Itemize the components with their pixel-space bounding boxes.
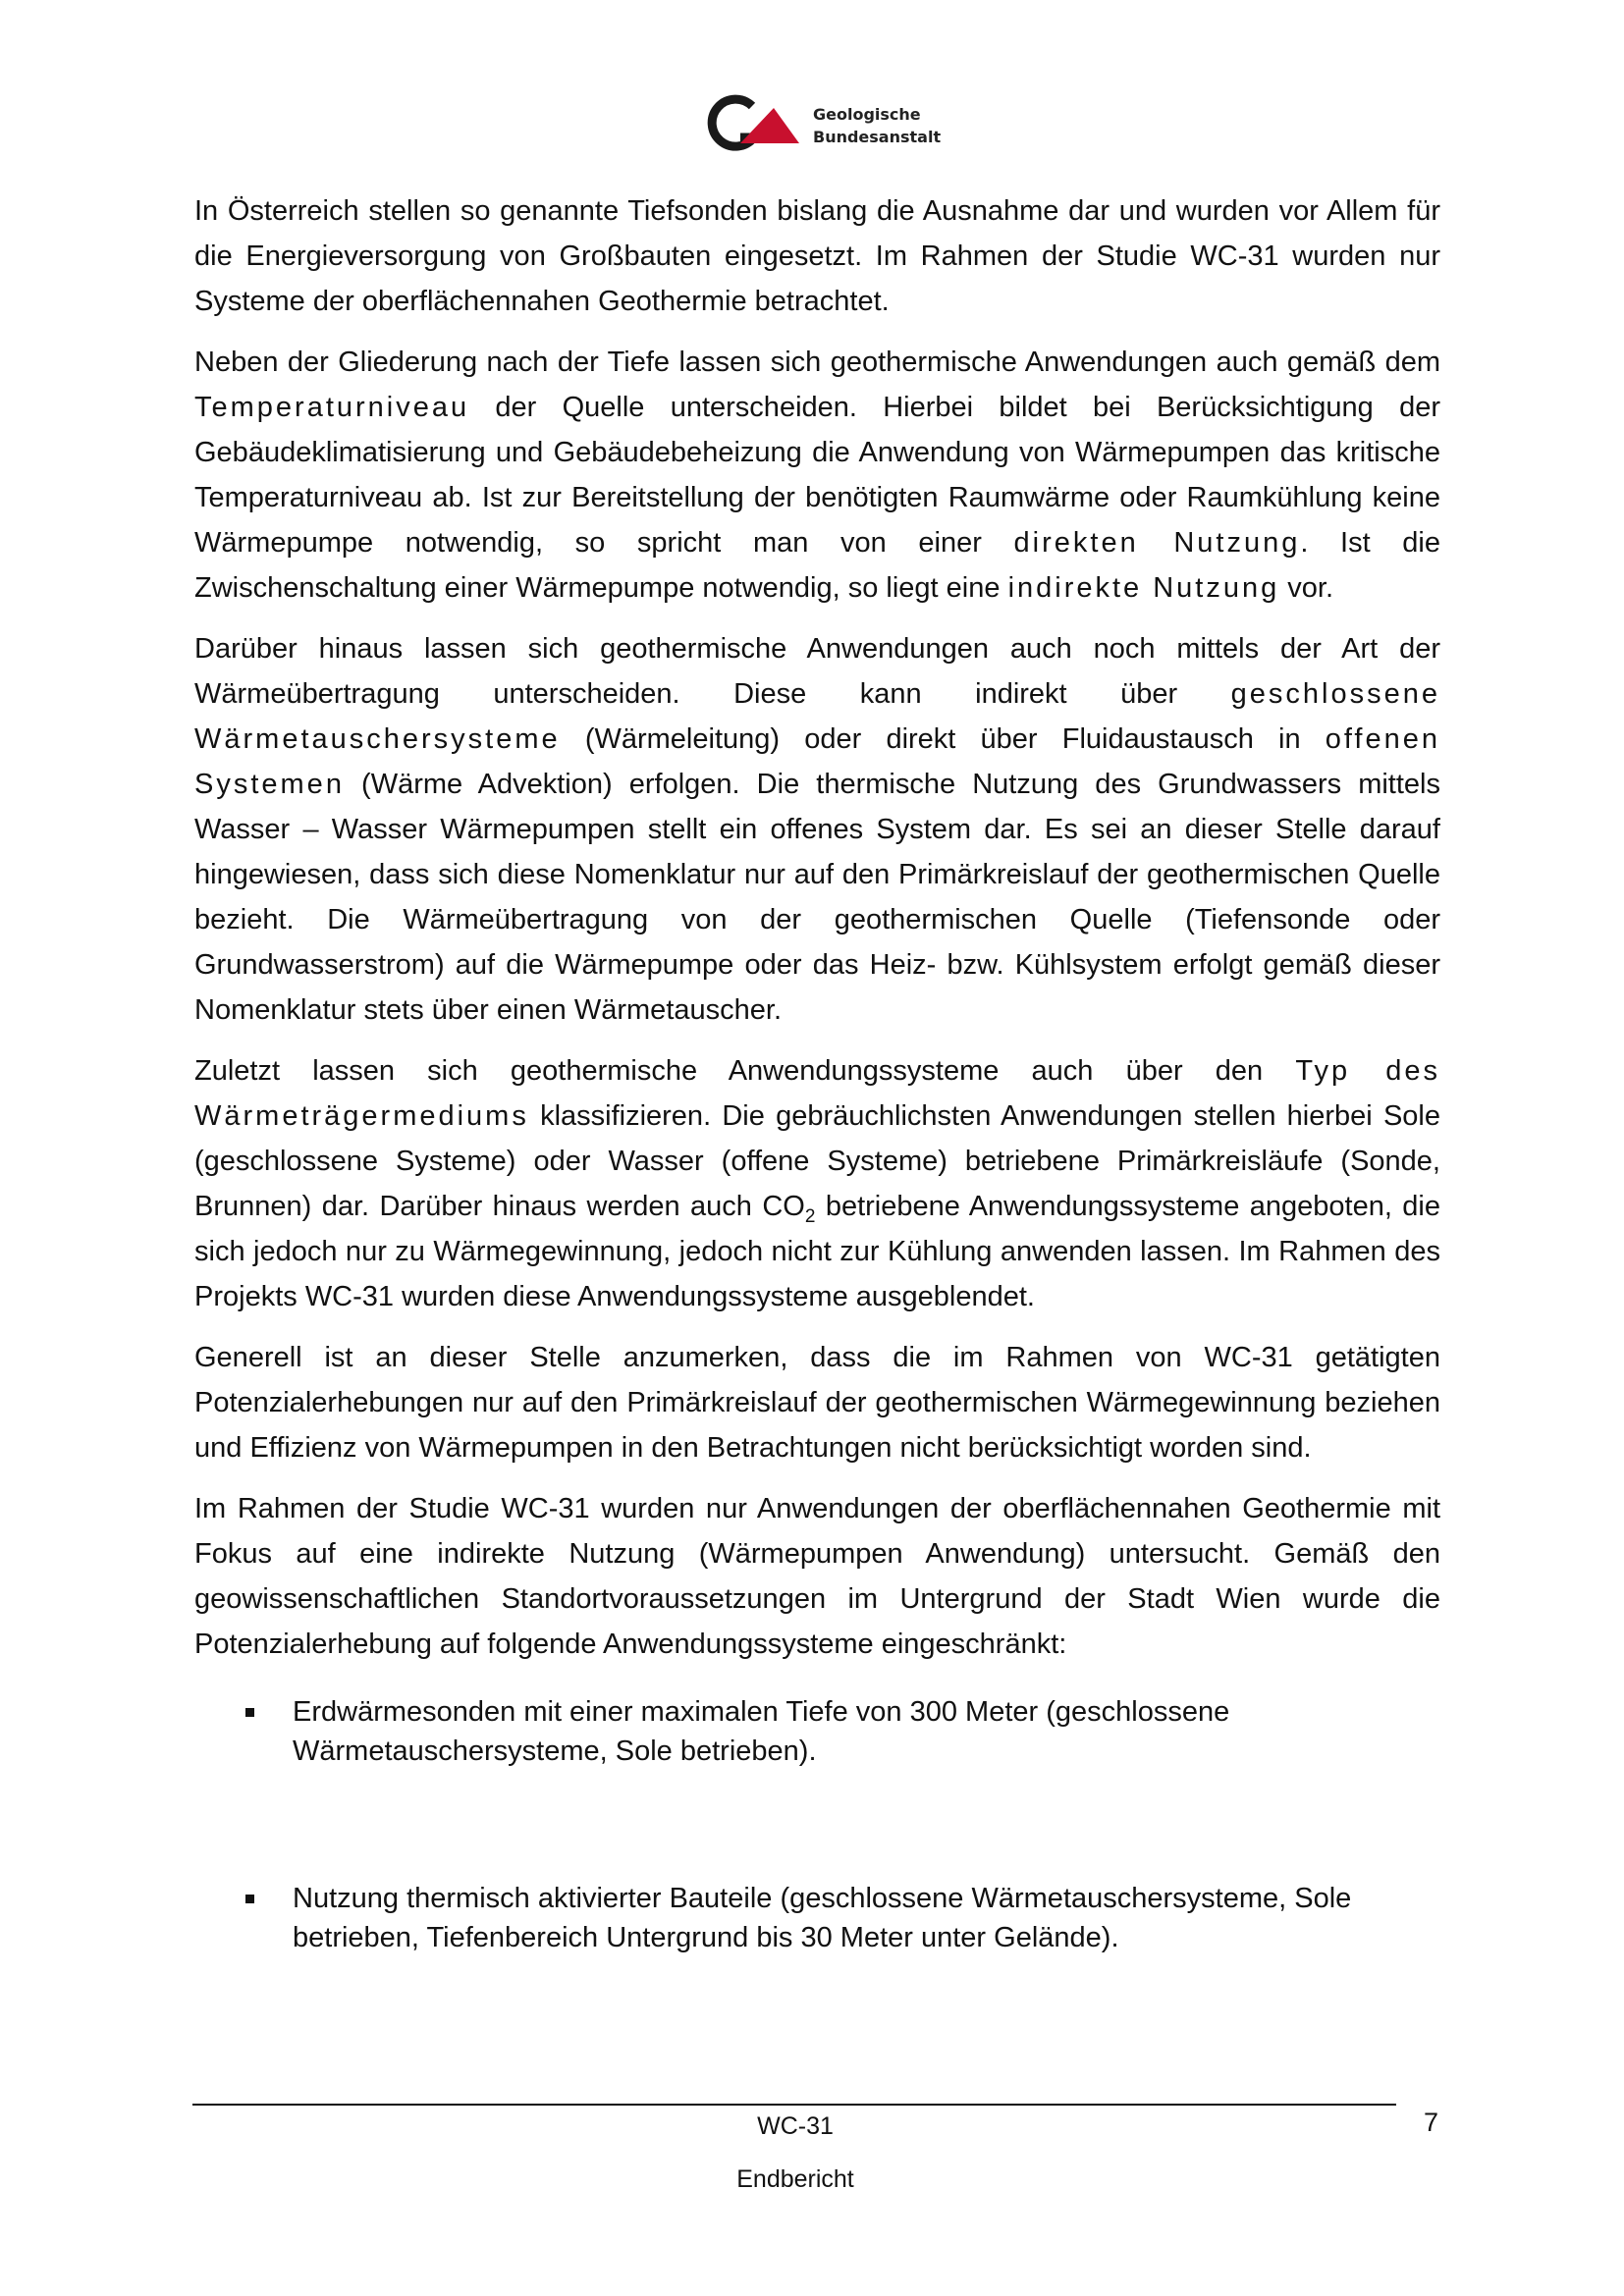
paragraph-text: betriebene Anwendungssysteme angeboten, die sich jedoch nur zu Wärmegewinnung, jedoch nicht zur Kühlung anwenden lassen. Im Rahmen des Projekts WC-31 wurden diese Anwendungssysteme ausgeblendet. — [194, 1191, 1440, 1312]
paragraph-text: (Wärme Advektion) erfolgen. Die thermische Nutzung des Grundwassers mittels Wasser – Wasser Wärmepumpen stellt ein offenes System dar. Es sei an dieser Stelle darauf hingewiesen, dass sich diese Nomenklatur nur auf den Primärkreislauf der geothermischen Quelle bezieht. Die Wärmeübertragung von der geothermischen Quelle (Tiefensonde oder Grundwasserstrom) auf die Wärmepumpe oder das Heiz- bzw. Kühlsystem erfolgt gemäß dieser Nomenklatur stets über einen Wärmetauscher. — [194, 769, 1440, 1026]
list-item-text: Erdwärmesonden mit einer maximalen Tiefe von 300 Meter (geschlossene Wärmetauschersysteme, Sole betrieben). — [293, 1696, 1230, 1767]
paragraph — [194, 188, 1440, 324]
list-item — [194, 1692, 1432, 1771]
paragraph-text: Zuletzt lassen sich geothermische Anwendungssysteme auch über den — [194, 1055, 1296, 1087]
logo-line-1: Geologische — [813, 105, 921, 124]
gba-logo-icon — [703, 94, 805, 159]
paragraph-text: vor. — [1279, 572, 1334, 604]
bullet-list — [194, 1692, 1440, 1957]
emphasized-term: Temperaturniveau — [194, 392, 470, 423]
list-item-text: Nutzung thermisch aktivierter Bauteile (geschlossene Wärmetauschersysteme, Sole betrieben, Tiefenbereich Untergrund bis 30 Meter unter Gelände). — [293, 1883, 1352, 1953]
footer-divider — [192, 2104, 1396, 2106]
paragraph-text: klassifizieren. Die gebräuchlichsten Anwendungen stellen hierbei Sole (geschlossene Systeme) oder Wasser (offene Systeme) betriebene Primärkreisläufe (Sonde, Brunnen) dar. Darüber hinaus werden auch CO — [194, 1100, 1440, 1222]
paragraph-text: Neben der Gliederung nach der Tiefe lassen sich geothermische Anwendungen auch gemäß dem — [194, 347, 1440, 378]
paragraphs — [194, 188, 1440, 1667]
emphasized-term: geschlossene Wärmetauschersysteme — [194, 678, 1440, 755]
emphasized-term: Typ des Wärmeträgermediums — [194, 1055, 1440, 1132]
footer-code: WC-31 — [757, 2112, 834, 2140]
emphasized-term: offenen Systemen — [194, 723, 1440, 800]
paragraph-text: In Österreich stellen so genannte Tiefsonden bislang die Ausnahme dar und wurden vor Allem für die Energieversorgung von Großbauten eingesetzt. Im Rahmen der Studie WC-31 wurden nur Systeme der oberflächennahen Geothermie betrachtet. — [194, 195, 1440, 317]
emphasized-term: indirekte Nutzung — [1007, 572, 1280, 604]
page-number: 7 — [1424, 2108, 1439, 2137]
paragraph-text: . Ist die Zwischenschaltung einer Wärmepumpe notwendig, so liegt eine — [194, 527, 1440, 604]
paragraph-text: Darüber hinaus lassen sich geothermische Anwendungen auch noch mittels der Art der Wärmeübertragung unterscheiden. Diese kann indirekt über — [194, 633, 1440, 710]
list-item — [194, 1879, 1432, 1957]
paragraph — [194, 340, 1440, 611]
footer-report: Endbericht — [736, 2165, 854, 2193]
logo-text — [813, 103, 941, 148]
emphasized-term: direkten Nutzung — [1013, 527, 1301, 559]
paragraph — [194, 626, 1440, 1033]
logo — [703, 94, 948, 159]
paragraph — [194, 1048, 1440, 1319]
paragraph-text: Generell ist an dieser Stelle anzumerken, dass die im Rahmen von WC-31 getätigten Potenzialerhebungen nur auf den Primärkreislauf der geothermischen Wärmegewinnung beziehen und Effizienz von Wärmepumpen in den Betrachtungen nicht berücksichtigt worden sind. — [194, 1342, 1440, 1464]
bullet-square-icon — [245, 1708, 254, 1717]
paragraph-text: der Quelle unterscheiden. Hierbei bildet bei Berücksichtigung der Gebäudeklimatisierung und Gebäudebeheizung die Anwendung von Wärmepumpen das kritische Temperaturniveau ab. Ist zur Bereitstellung der benötigten Raumwärme oder Raumkühlung keine Wärmepumpe notwendig, so spricht man von einer — [194, 392, 1440, 559]
subscript-text: 2 — [804, 1205, 816, 1227]
paragraph — [194, 1486, 1440, 1667]
paragraph-text: Im Rahmen der Studie WC-31 wurden nur Anwendungen der oberflächennahen Geothermie mit Fokus auf eine indirekte Nutzung (Wärmepumpen Anwendung) untersucht. Gemäß den geowissenschaftlichen Standortvoraussetzungen im Untergrund der Stadt Wien wurde die Potenzialerhebung auf folgende Anwendungssysteme eingeschränkt: — [194, 1493, 1440, 1660]
logo-line-2: Bundesanstalt — [813, 128, 942, 146]
paragraph-text: (Wärmeleitung) oder direkt über Fluidaustausch in — [560, 723, 1326, 755]
paragraph — [194, 1335, 1440, 1470]
bullet-square-icon — [245, 1895, 254, 1903]
document-body — [194, 188, 1440, 1957]
